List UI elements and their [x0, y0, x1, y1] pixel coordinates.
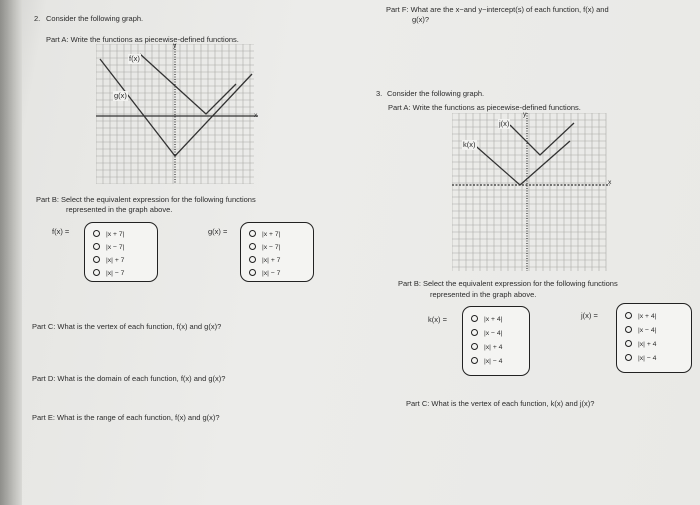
q2-f-option-2[interactable]: |x − 7| — [93, 243, 124, 251]
q3-j-option-4[interactable]: |x| − 4 — [625, 354, 656, 362]
q3-j-choices — [616, 303, 692, 373]
radio-icon — [471, 357, 478, 364]
radio-icon — [93, 230, 100, 237]
q3-j-option-1[interactable]: |x + 4| — [625, 312, 656, 320]
q3-axis-y-label: y — [523, 111, 527, 118]
page-binding — [0, 0, 22, 505]
radio-icon — [625, 326, 632, 333]
q2-g-option-3[interactable]: |x| + 7 — [249, 256, 280, 264]
q2-g-choices — [240, 222, 314, 282]
q3-k-option-1[interactable]: |x + 4| — [471, 315, 502, 323]
q3-label-k: k(x) — [463, 140, 476, 149]
q2-axis-x-label: x — [254, 112, 258, 119]
q3-jx-eq: j(x) = — [581, 311, 598, 320]
q2-partB-line2: represented in the graph above. — [66, 205, 173, 214]
radio-icon — [249, 269, 256, 276]
radio-icon — [471, 343, 478, 350]
q2-axis-y-label: y — [173, 42, 177, 49]
q3-grid-lines — [452, 113, 606, 271]
q2-partB-line1: Part B: Select the equivalent expression for the following functions — [36, 195, 256, 204]
radio-icon — [625, 340, 632, 347]
q3-number: 3. — [376, 89, 383, 98]
q2-partF-line1: Part F: What are the x−and y−intercept(s) of each function, f(x) and — [386, 5, 609, 14]
q3-j-option-2[interactable]: |x − 4| — [625, 326, 656, 334]
q3-partB-line1: Part B: Select the equivalent expression for the following functions — [398, 279, 618, 288]
q2-label-f: f(x) — [129, 54, 140, 63]
q2-g-option-4[interactable]: |x| − 7 — [249, 269, 280, 277]
q3-k-option-3[interactable]: |x| + 4 — [471, 343, 502, 351]
q2-label-g: g(x) — [114, 91, 127, 100]
q2-f-choices — [84, 222, 158, 282]
q2-partC: Part C: What is the vertex of each function, f(x) and g(x)? — [32, 322, 222, 331]
radio-icon — [625, 312, 632, 319]
q3-axis-x-label: x — [608, 179, 612, 186]
radio-icon — [93, 256, 100, 263]
radio-icon — [249, 243, 256, 250]
q2-number: 2. — [34, 14, 41, 23]
q3-partA: Part A: Write the functions as piecewise-defined functions. — [388, 103, 581, 112]
q2-g-option-2[interactable]: |x − 7| — [249, 243, 280, 251]
q3-j-option-3[interactable]: |x| + 4 — [625, 340, 656, 348]
q2-f-option-3[interactable]: |x| + 7 — [93, 256, 124, 264]
radio-icon — [93, 243, 100, 250]
radio-icon — [471, 329, 478, 336]
q3-graph — [452, 113, 612, 271]
radio-icon — [249, 256, 256, 263]
radio-icon — [471, 315, 478, 322]
q2-prompt: Consider the following graph. — [46, 14, 144, 23]
q2-line-f — [140, 54, 236, 114]
q3-k-option-4[interactable]: |x| − 4 — [471, 357, 502, 365]
radio-icon — [93, 269, 100, 276]
radio-icon — [625, 354, 632, 361]
q3-partC: Part C: What is the vertex of each function, k(x) and j(x)? — [406, 399, 595, 408]
q3-label-j: j(x) — [499, 119, 510, 128]
q3-line-j — [470, 141, 570, 185]
q2-partD: Part D: What is the domain of each function, f(x) and g(x)? — [32, 374, 226, 383]
q3-partB-line2: represented in the graph above. — [430, 290, 537, 299]
q3-k-choices — [462, 306, 530, 376]
q2-f-option-4[interactable]: |x| − 7 — [93, 269, 124, 277]
q2-fx-eq: f(x) = — [52, 227, 70, 236]
q3-kx-eq: k(x) = — [428, 315, 447, 324]
q2-partE: Part E: What is the range of each function, f(x) and g(x)? — [32, 413, 220, 422]
q3-k-option-2[interactable]: |x − 4| — [471, 329, 502, 337]
q2-gx-eq: g(x) = — [208, 227, 228, 236]
q2-g-option-1[interactable]: |x + 7| — [249, 230, 280, 238]
q2-partA: Part A: Write the functions as piecewise-defined functions. — [46, 35, 239, 44]
q3-line-k — [510, 123, 574, 155]
q2-graph — [96, 44, 260, 184]
q2-f-option-1[interactable]: |x + 7| — [93, 230, 124, 238]
q2-partF-line2: g(x)? — [412, 15, 430, 24]
radio-icon — [249, 230, 256, 237]
q3-prompt: Consider the following graph. — [387, 89, 485, 98]
